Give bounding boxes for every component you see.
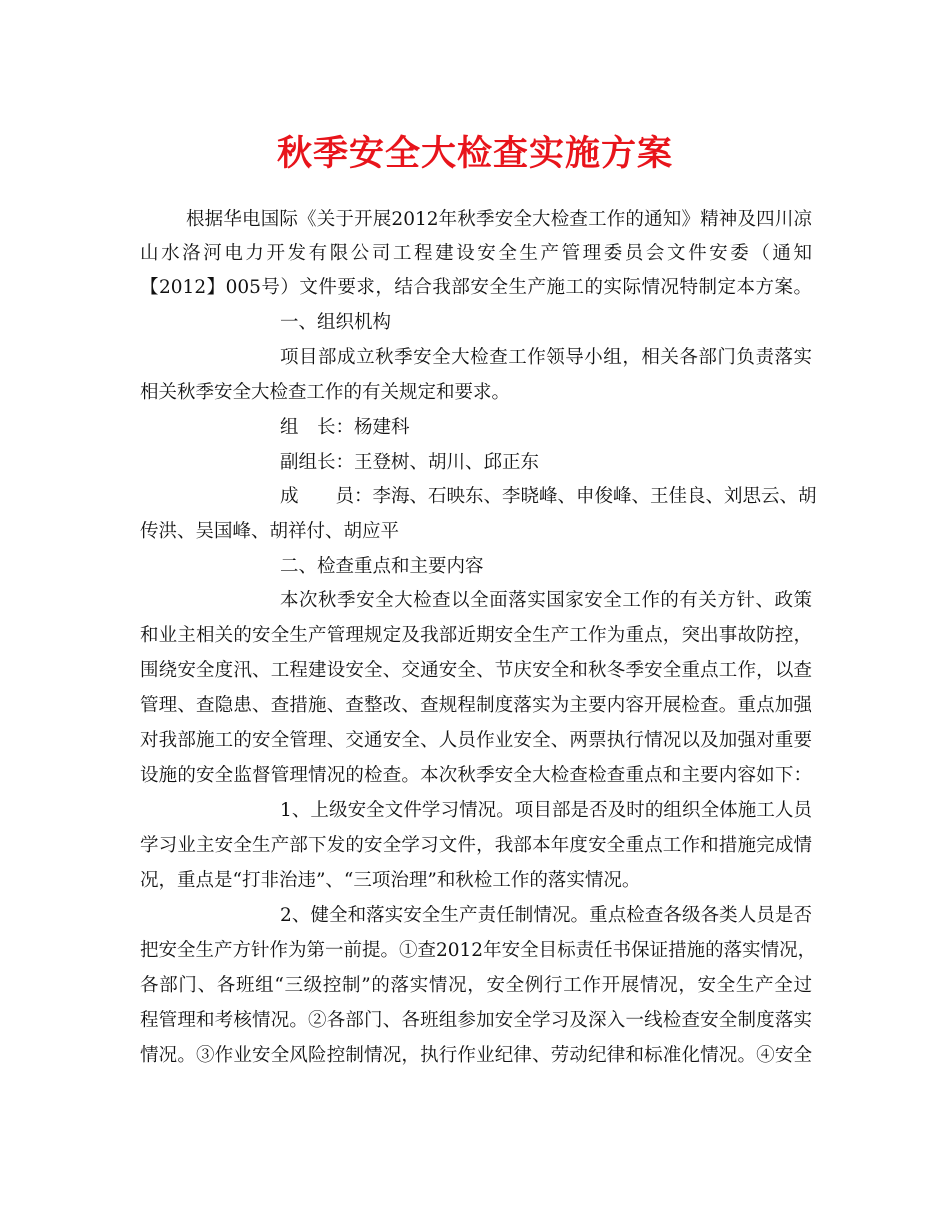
paragraph-line: 本次秋季安全大检查以全面落实国家安全工作的有关方针、政策 bbox=[280, 590, 812, 611]
paragraph-line: 2、健全和落实安全生产责任制情况。重点检查各级各类人员是否 bbox=[280, 905, 812, 926]
paragraph-line: 学习业主安全生产部下发的安全学习文件，我部本年度安全重点工作和措施完成情 bbox=[140, 835, 812, 856]
paragraph-line: 设施的安全监督管理情况的检查。本次秋季安全大检查检查重点和主要内容如下： bbox=[140, 765, 812, 786]
members-line: 传洪、吴国峰、胡祥付、胡应平 bbox=[140, 521, 400, 542]
paragraph-line: 把安全生产方针作为第一前提。①查2012年安全目标责任书保证措施的落实情况， bbox=[140, 940, 817, 961]
paragraph-line: 相关秋季安全大检查工作的有关规定和要求。 bbox=[140, 382, 511, 403]
section-heading: 一、组织机构 bbox=[280, 312, 392, 333]
leader-line: 组 长：杨建科 bbox=[280, 417, 410, 438]
section-heading: 二、检查重点和主要内容 bbox=[280, 556, 484, 577]
paragraph-line: 程管理和考核情况。②各部门、各班组参加安全学习及深入一线检查安全制度落实 bbox=[140, 1010, 812, 1031]
members-line: 成 员：李海、石映东、李晓峰、申俊峰、王佳良、刘思云、胡 bbox=[280, 486, 817, 507]
paragraph-line: 管理、查隐患、查措施、查整改、查规程制度落实为主要内容开展检查。重点加强 bbox=[140, 695, 812, 716]
deputy-leader-line: 副组长：王登树、胡川、邱正东 bbox=[280, 452, 540, 473]
paragraph-line: 对我部施工的安全管理、交通安全、人员作业安全、两票执行情况以及加强对重要 bbox=[140, 730, 812, 751]
paragraph-line: 项目部成立秋季安全大检查工作领导小组，相关各部门负责落实 bbox=[280, 347, 812, 368]
paragraph-line: 根据华电国际《关于开展2012年秋季安全大检查工作的通知》精神及四川凉 bbox=[186, 209, 812, 230]
paragraph-line: 1、上级安全文件学习情况。项目部是否及时的组织全体施工人员 bbox=[280, 800, 812, 821]
paragraph-line: 况，重点是“打非治违”、“三项治理”和秋检工作的落实情况。 bbox=[140, 870, 641, 891]
paragraph-line: 【2012】005号）文件要求，结合我部安全生产施工的实际情况特制定本方案。 bbox=[140, 277, 812, 298]
paragraph-line: 情况。③作业安全风险控制情况，执行作业纪律、劳动纪律和标准化情况。④安全 bbox=[140, 1045, 812, 1066]
paragraph-line: 山水洛河电力开发有限公司工程建设安全生产管理委员会文件安委（通知 bbox=[140, 243, 812, 264]
paragraph-line: 各部门、各班组“三级控制”的落实情况，安全例行工作开展情况，安全生产全过 bbox=[140, 975, 812, 996]
document-title: 秋季安全大检查实施方案 bbox=[276, 134, 673, 174]
paragraph-line: 围绕安全度汛、工程建设安全、交通安全、节庆安全和秋冬季安全重点工作，以查 bbox=[140, 660, 812, 681]
paragraph-line: 和业主相关的安全生产管理规定及我部近期安全生产工作为重点，突出事故防控， bbox=[140, 625, 812, 646]
